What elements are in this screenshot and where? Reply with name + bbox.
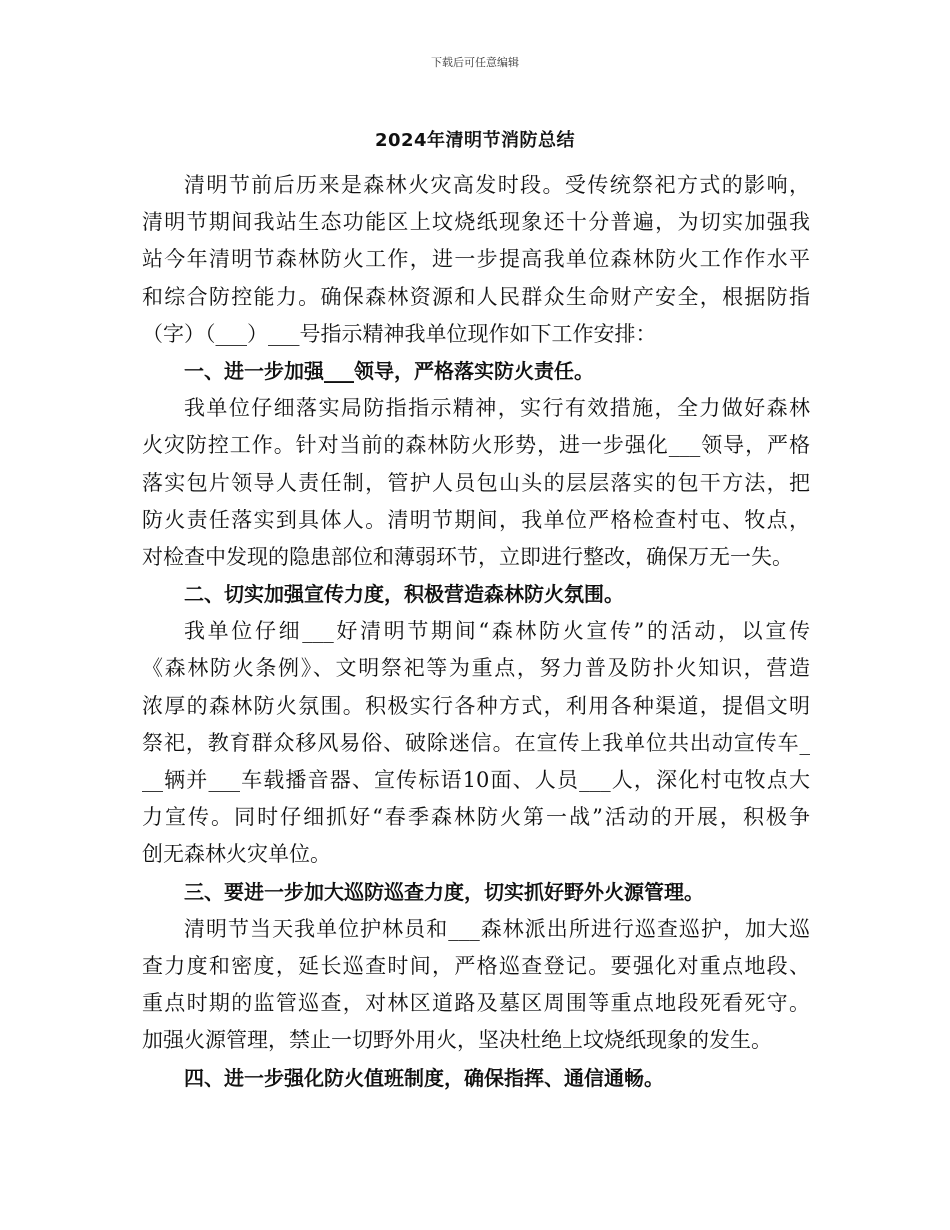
body-line: 祭祀，教育群众移风易俗、破除迷信。在宣传上我单位共出动宣传车_ — [142, 730, 810, 755]
body-line: 清明节当天我单位护林员和___森林派出所进行巡查巡护，加大巡 — [184, 916, 810, 941]
body-line: 和综合防控能力。确保森林资源和人民群众生命财产安全，根据防指 — [142, 284, 810, 309]
body-line: （字）（___）___号指示精神我单位现作如下工作安排： — [142, 321, 657, 346]
body-line: 防火责任落实到具体人。清明节期间，我单位严格检查村屯、牧点， — [142, 507, 810, 532]
body-line: 我单位仔细___好清明节期间“森林防火宣传”的活动，以宣传 — [184, 619, 810, 644]
body-line: 浓厚的森林防火氛围。积极实行各种方式，利用各种渠道，提倡文明 — [142, 693, 810, 718]
body-line: 重点时期的监管巡查，对林区道路及墓区周围等重点地段死看死守。 — [142, 991, 810, 1016]
document-title: 2024年清明节消防总结 — [374, 130, 576, 151]
body-line: 《森林防火条例》、文明祭祀等为重点，努力普及防扑火知识，营造 — [142, 656, 810, 681]
body-line: 对检查中发现的隐患部位和薄弱环节，立即进行整改，确保万无一失。 — [142, 544, 793, 569]
body-line: 火灾防控工作。针对当前的森林防火形势，进一步强化___领导，严格 — [142, 433, 810, 458]
document-body — [142, 167, 810, 1097]
section-heading-4: 四、进一步强化防火值班制度，确保指挥、通信通畅。 — [184, 1065, 664, 1090]
body-line: 力宣传。同时仔细抓好“春季森林防火第一战”活动的开展，积极争 — [142, 805, 810, 830]
body-line: 加强火源管理，禁止一切野外用火，坚决杜绝上坟烧纸现象的发生。 — [142, 1028, 772, 1053]
body-line: 查力度和密度，延长巡查时间，严格巡查登记。要强化对重点地段、 — [142, 953, 810, 978]
body-line: 我单位仔细落实局防指指示精神，实行有效措施，全力做好森林 — [184, 396, 810, 421]
section-heading-3: 三、要进一步加大巡防巡查力度，切实抓好野外火源管理。 — [184, 879, 704, 904]
section-heading-1: 一、进一步加强___领导，严格落实防火责任。 — [184, 358, 594, 383]
section-heading-2: 二、切实加强宣传力度，积极营造森林防火氛围。 — [184, 582, 624, 607]
body-line: 清明节期间我站生态功能区上坟烧纸现象还十分普遍，为切实加强我 — [142, 210, 810, 235]
body-line: 清明节前后历来是森林火灾高发时段。受传统祭祀方式的影响， — [184, 173, 810, 197]
body-line: 创无森林火灾单位。 — [142, 842, 331, 867]
header-note: 下载后可任意编辑 — [431, 56, 519, 69]
body-line: __辆并___车载播音器、宣传标语10面、人员___人，深化村屯牧点大 — [142, 768, 810, 792]
body-line: 落实包片领导人责任制，管护人员包山头的层层落实的包干方法，把 — [142, 470, 810, 495]
body-line: 站今年清明节森林防火工作，进一步提高我单位森林防火工作作水平 — [142, 247, 810, 272]
